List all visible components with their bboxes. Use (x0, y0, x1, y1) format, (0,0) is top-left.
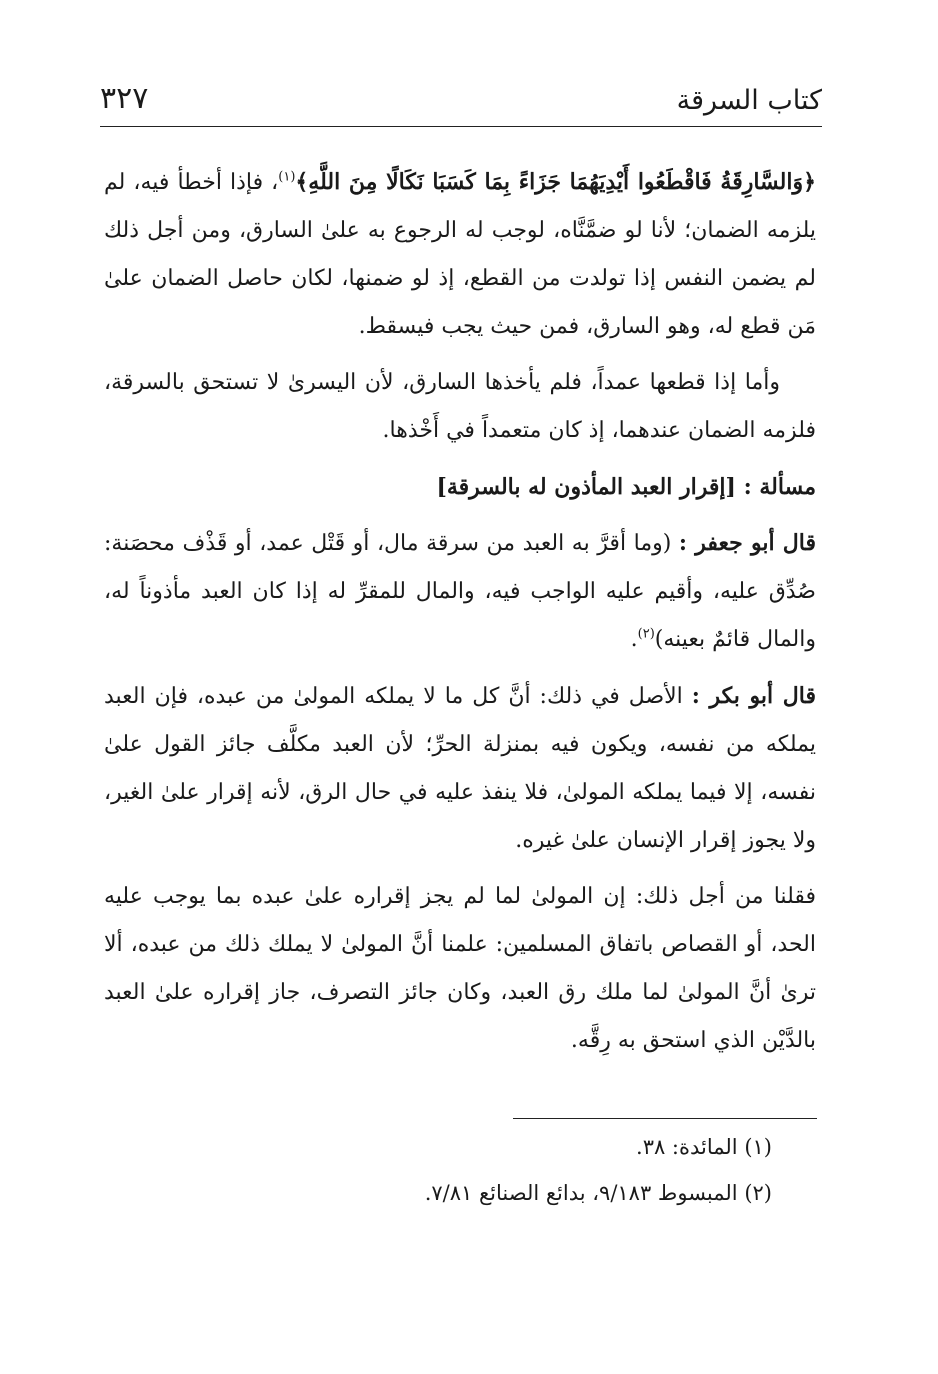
section-heading: مسألة : [إقرار العبد المأذون له بالسرقة] (436, 474, 816, 500)
page-number: ٣٢٧ (100, 81, 149, 116)
paragraph-5: فقلنا من أجل ذلك: إن المولىٰ لما لم يجز إقراره علىٰ عبده بما يوجب عليه الحد، أو القصاص باتفاق المسلمين: علمنا أنَّ المولىٰ لا يملك ذلك من عبده، ألا ترىٰ أنَّ المولىٰ لما ملك رق العبد، وكان جائز التصرف، جاز إقراره علىٰ العبد بالدَّيْن الذي استحق به رِقَّه. (104, 884, 816, 1053)
footnote-2: (٢) المبسوط ٩/١٨٣، بدائع الصنائع ٧/٨١. (424, 1181, 772, 1205)
paragraph-1 (104, 158, 816, 351)
quran-verse: ﴿وَالسَّارِقَةُ فَاقْطَعُوا أَيْدِيَهُمَا جَزَاءً بِمَا كَسَبَا نَكَالًا مِنَ اللَّهِ﴾ (295, 169, 816, 195)
header-divider (100, 126, 822, 127)
paragraph-3-end: . (630, 627, 638, 652)
paragraph-3 (104, 519, 816, 664)
paragraph-1-text: ، فإذا أخطأ فيه، لم يلزمه الضمان؛ لأنا لو ضمَّنَّاه، لوجب له الرجوع به علىٰ السارق، ومن أجل ذلك لم يضمن النفس إذا تولدت من القطع، إذ لو ضمنها، لكان حاصل الضمان علىٰ مَن قطع له، وهو السارق، فمن حيث يجب فيسقط. (104, 170, 816, 339)
paragraph-4-text: الأصل في ذلك: أنَّ كل ما لا يملكه المولىٰ من عبده، فإن العبد يملكه من نفسه، ويكون فيه بمنزلة الحرِّ؛ لأن العبد مكلَّف جائز القول علىٰ نفسه، إلا فيما يملكه المولىٰ، فلا ينفذ عليه في حال الرق، لأنه إقرار علىٰ الغير، ولا يجوز إقرار الإنسان علىٰ غيره. (104, 684, 816, 853)
speaker-abu-jafar: قال أبو جعفر : (678, 530, 817, 556)
paragraph-3-text: (وما أقرَّ به العبد من سرقة مال، أو قَتْل عمد، أو قَذْف محصَنة: صُدِّق عليه، وأقيم عليه الواجب فيه، والمال للمقرِّ له إذا كان العبد مأذوناً له، والمال قائمٌ بعينه) (104, 531, 816, 652)
footnote-ref-1: (١) (278, 169, 296, 185)
running-title: كتاب السرقة (676, 85, 822, 116)
footnote-divider (513, 1118, 817, 1119)
footnotes (104, 1124, 816, 1216)
speaker-abu-bakr: قال أبو بكر : (691, 683, 816, 709)
paragraph-4 (104, 672, 816, 865)
paragraph-2: وأما إذا قطعها عمداً، فلم يأخذها السارق، لأن اليسرىٰ لا تستحق بالسرقة، فلزمه الضمان عندهما، إذ كان متعمداً في أَخْذها. (104, 370, 816, 443)
footnote-ref-2: (٢) (637, 626, 655, 642)
footnote-1: (١) المائدة: ٣٨. (636, 1135, 772, 1159)
page-header (100, 78, 822, 128)
main-text (104, 158, 816, 1073)
